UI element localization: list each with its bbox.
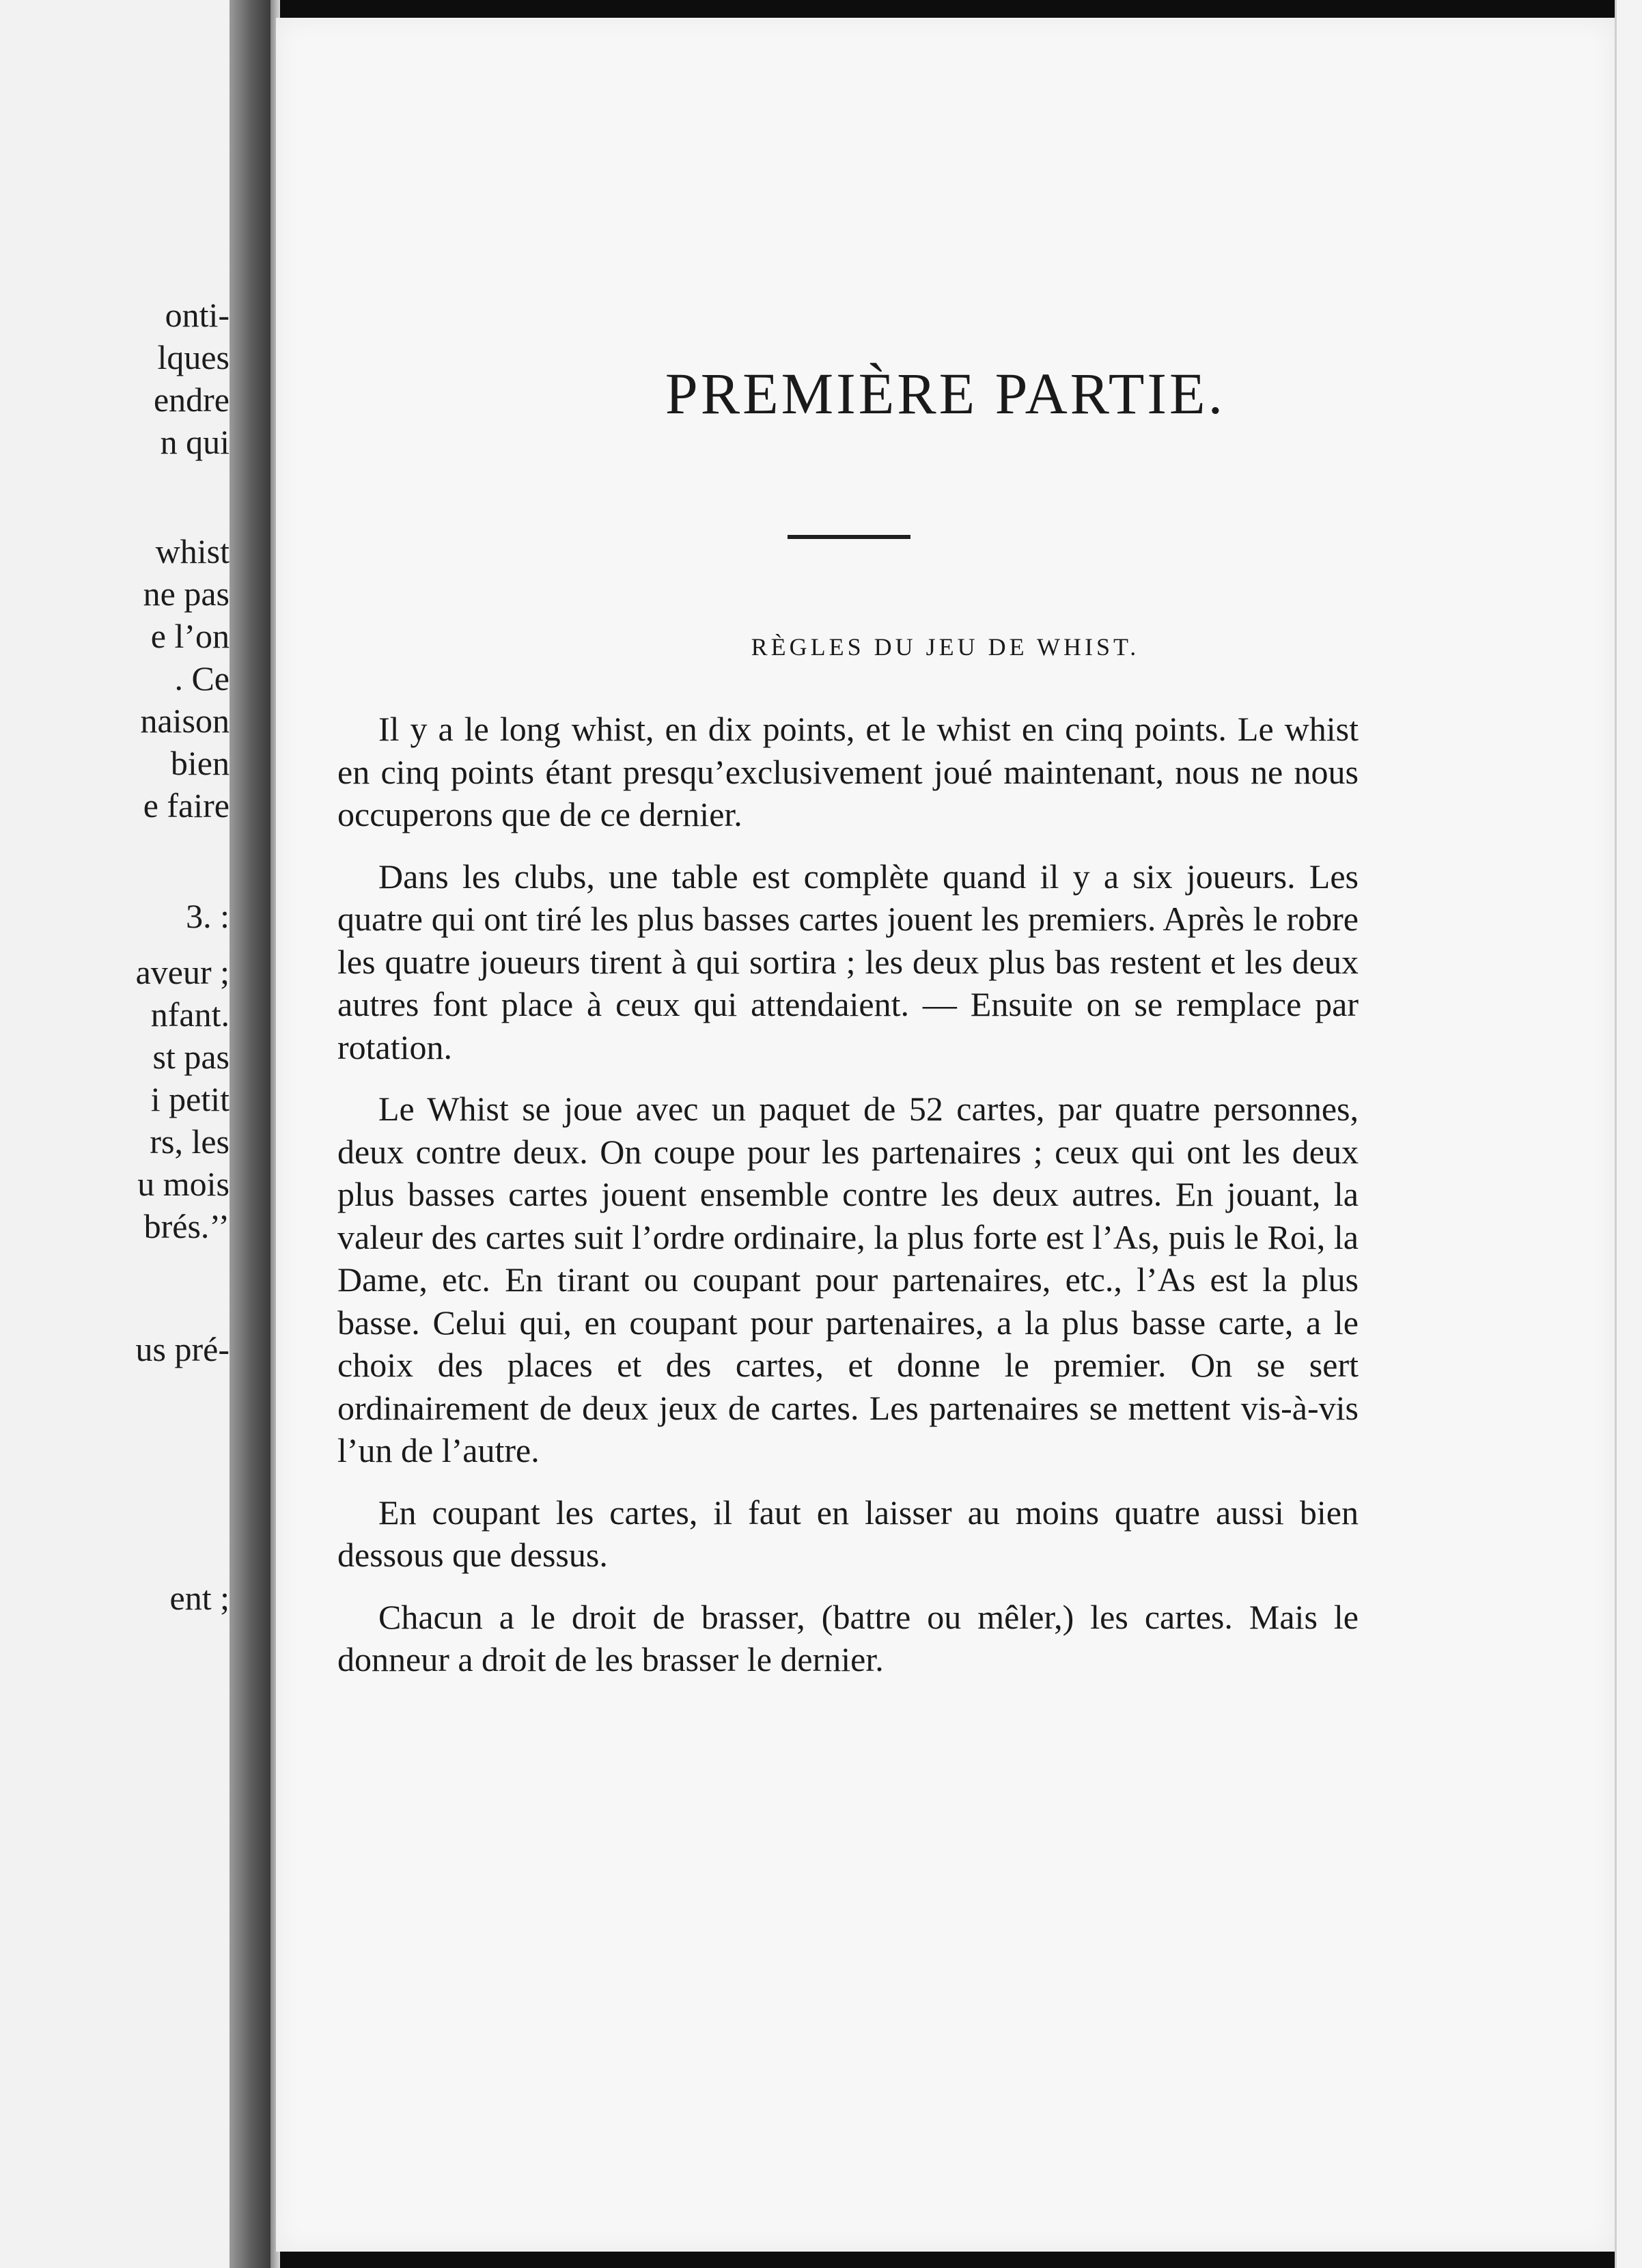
left-facing-page <box>0 0 229 2268</box>
left-page-fragment: e l’on <box>150 617 229 655</box>
left-page-fragment: us pré- <box>135 1330 229 1368</box>
left-page-fragment: u mois <box>137 1165 229 1203</box>
left-page-fragment: brés.’’ <box>143 1207 229 1245</box>
left-page-fragment: e faire <box>143 786 229 825</box>
left-page-fragment: onti- <box>165 296 229 334</box>
left-page-fragment: aveur ; <box>135 953 229 991</box>
left-page-fragment: lques <box>157 338 229 376</box>
paragraph-1: Il y a le long whist, en dix points, et le whist en cinq points. Le whist en cinq points étant presqu’exclusivement joué maintenant, nous ne nous occuperons que de ce dernier. <box>337 710 1359 833</box>
paragraph-4: En coupant les cartes, il faut en laisser au moins quatre aussi bien dessous que dessus. <box>337 1493 1359 1574</box>
left-page-fragment: endre <box>153 381 229 419</box>
body-text <box>337 708 1359 1700</box>
left-page-fragment: . Ce <box>174 659 229 697</box>
decorative-rule <box>788 535 910 539</box>
left-page-fragment: ent ; <box>169 1579 229 1617</box>
paragraph-3: Le Whist se joue avec un paquet de 52 cartes, par quatre personnes, deux contre deux. On coupe pour les partenaires ; ceux qui ont les deux plus basses cartes jouent ensemble contre les deux autres. En jouant, la valeur des cartes suit l’ordre ordinaire, la plus forte est l’As, puis le Roi, la Dame, etc. En tirant ou coupant pour partenaires, etc., l’As est la plus basse. Celui qui, en coupant pour partenaires, a la plus basse carte, a le choix des places et des cartes, et donne le premier. On se sert ordinairement de deux jeux de cartes. Les partenaires se mettent vis-à-vis l’un de l’autre. <box>337 1090 1359 1469</box>
left-page-fragment: 3. : <box>186 897 229 935</box>
section-heading: RÈGLES DU JEU DE WHIST. <box>751 633 1140 661</box>
next-page-edge <box>1615 0 1642 2268</box>
left-page-fragment: whist <box>155 532 229 570</box>
paragraph-5: Chacun a le droit de brasser, (battre ou mêler,) les cartes. Mais le donneur a droit de les brasser le dernier. <box>337 1597 1359 1678</box>
paragraph-2: Dans les clubs, une table est complète quand il y a six joueurs. Les quatre qui ont tiré les plus basses cartes jouent les premiers. Après le robre les quatre joueurs tirent à qui sortira ; les deux plus bas restent et les deux autres font place à ceux qui attendaient. — Ensuite on se remplace par rotation. <box>337 857 1359 1066</box>
left-page-fragment: bien <box>170 744 229 782</box>
book-gutter-shadow <box>229 0 270 2268</box>
left-page-fragment: n qui <box>160 423 229 461</box>
left-page-fragment: i petit <box>150 1080 229 1118</box>
left-page-fragment: naison <box>140 702 229 740</box>
left-page-fragment: nfant. <box>150 995 229 1034</box>
right-page <box>276 18 1615 2252</box>
chapter-title: PREMIÈRE PARTIE. <box>665 361 1226 426</box>
left-page-fragment: rs, les <box>150 1122 229 1161</box>
left-page-fragment: st pas <box>152 1038 229 1076</box>
left-page-fragment: ne pas <box>143 575 229 613</box>
